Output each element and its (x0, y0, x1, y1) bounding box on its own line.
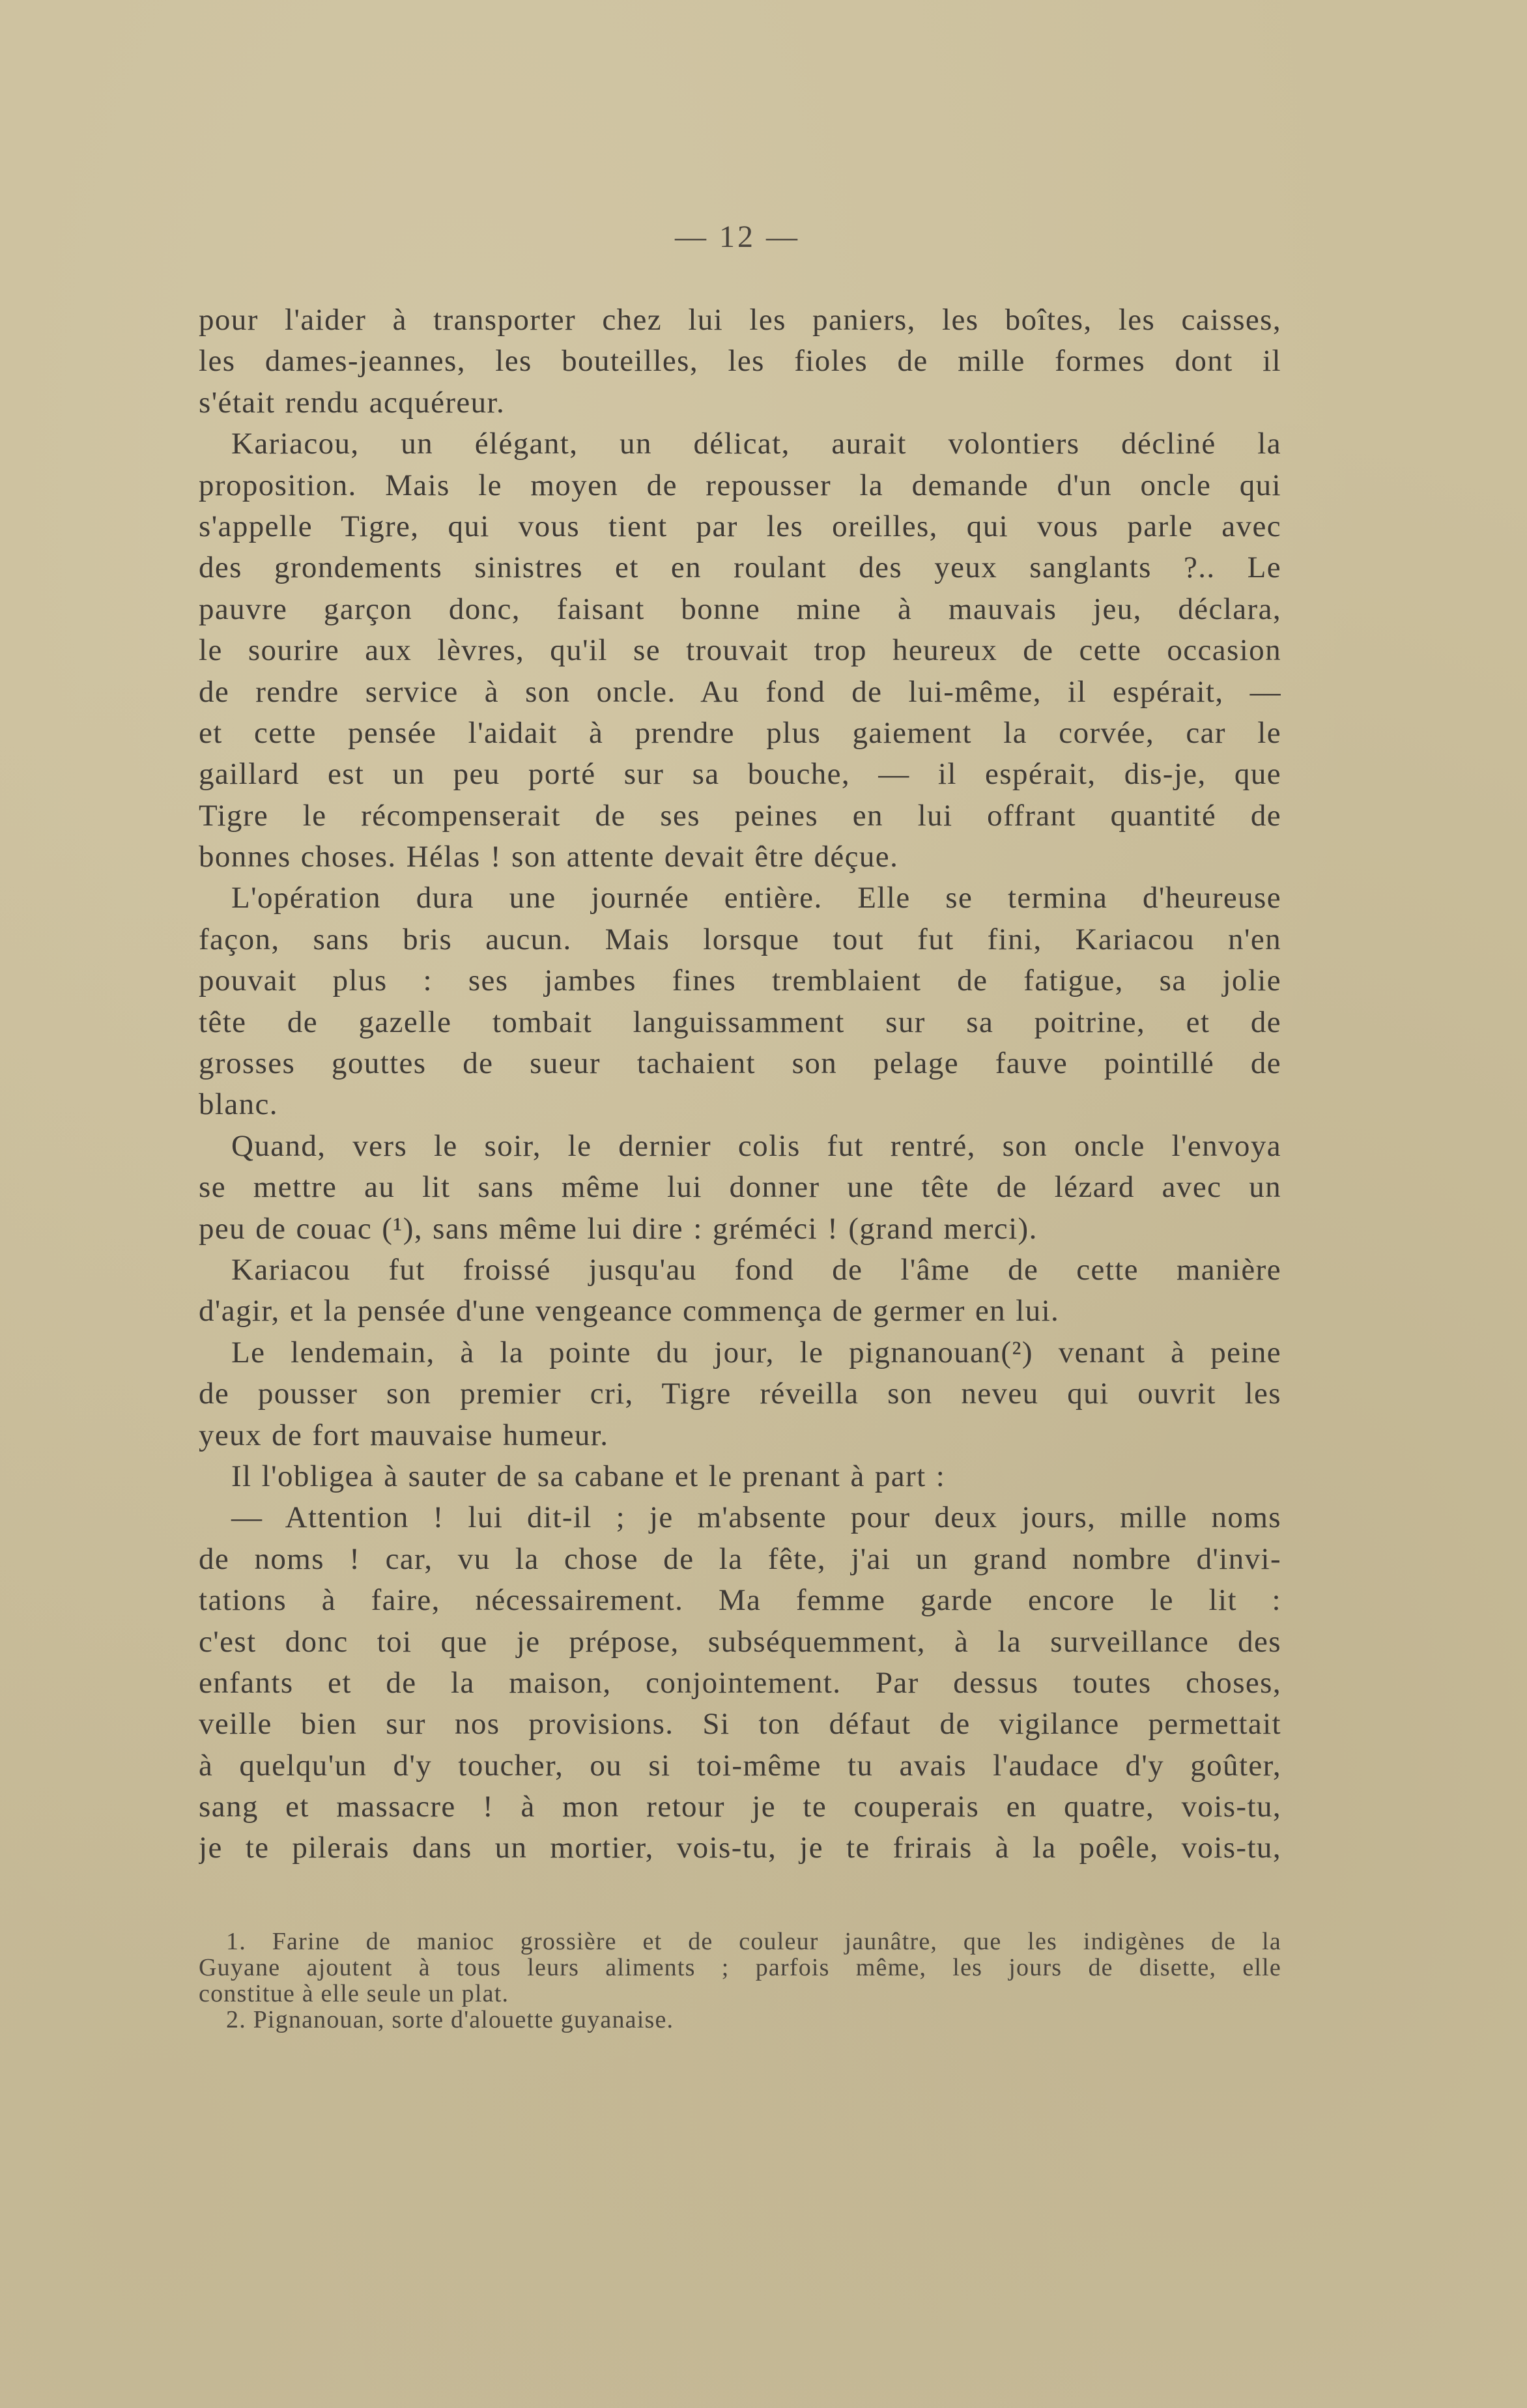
text-line: Il l'obligea à sauter de sa cabane et le prenant à part : (231, 1459, 946, 1493)
text-line: tations à faire, nécessairement. Ma femme garde encore le lit : (199, 1583, 1281, 1618)
text-line: c'est donc toi que je prépose, subséquemment, à la surveillance des (199, 1624, 1281, 1659)
text-line: blanc. (199, 1087, 278, 1122)
footnote-line: constitue à elle seule un plat. (199, 1981, 509, 2007)
footnote-line: 2. Pignanouan, sorte d'alouette guyanaise. (226, 2007, 674, 2033)
text-line: L'opération dura une journée entière. Elle se termina d'heureuse (231, 881, 1281, 915)
text-line: Kariacou fut froissé jusqu'au fond de l'âme de cette manière (231, 1252, 1281, 1287)
text-line: à quelqu'un d'y toucher, ou si toi-même tu avais l'audace d'y goûter, (199, 1748, 1281, 1783)
text-line: Tigre le récompenserait de ses peines en lui offrant quantité de (199, 798, 1281, 833)
text-line: enfants et de la maison, conjointement. Par dessus toutes choses, (199, 1665, 1281, 1700)
footnotes (199, 1928, 1281, 2033)
text-line: tête de gazelle tombait languissamment sur sa poitrine, et de (199, 1005, 1281, 1039)
text-line: proposition. Mais le moyen de repousser la demande d'un oncle qui (199, 468, 1281, 502)
text-line: bonnes choses. Hélas ! son attente devait être déçue. (199, 840, 899, 874)
text-line: de noms ! car, vu la chose de la fête, j'ai un grand nombre d'invi- (199, 1541, 1281, 1576)
text-line: et cette pensée l'aidait à prendre plus gaiement la corvée, car le (199, 715, 1281, 750)
text-line: de pousser son premier cri, Tigre réveilla son neveu qui ouvrit les (199, 1377, 1281, 1411)
text-line: d'agir, et la pensée d'une vengeance commença de germer en lui. (199, 1294, 1060, 1328)
text-line: les dames-jeannes, les bouteilles, les fioles de mille formes dont il (199, 344, 1281, 379)
text-line: de rendre service à son oncle. Au fond de lui-même, il espérait, — (199, 674, 1281, 709)
footnote-line: Guyane ajoutent à tous leurs aliments ; parfois même, les jours de disette, elle (199, 1955, 1281, 1981)
text-line: pauvre garçon donc, faisant bonne mine à mauvais jeu, déclara, (199, 592, 1281, 626)
text-line: veille bien sur nos provisions. Si ton défaut de vigilance permettait (199, 1707, 1281, 1742)
text-line: grosses gouttes de sueur tachaient son pelage fauve pointillé de (199, 1046, 1281, 1081)
text-line: Le lendemain, à la pointe du jour, le pignanouan(²) venant à peine (231, 1335, 1281, 1369)
text-line: des grondements sinistres et en roulant des yeux sanglants ?.. Le (199, 551, 1281, 585)
text-line: peu de couac (¹), sans même lui dire : gréméci ! (grand merci). (199, 1211, 1038, 1246)
text-line: s'appelle Tigre, qui vous tient par les oreilles, qui vous parle avec (199, 509, 1281, 543)
text-line: se mettre au lit sans même lui donner une tête de lézard avec un (199, 1170, 1281, 1205)
footnote-line: 1. Farine de manioc grossière et de couleur jaunâtre, que les indigènes de la (226, 1928, 1281, 1955)
text-line: pour l'aider à transporter chez lui les paniers, les boîtes, les caisses, (199, 303, 1281, 337)
text-line: yeux de fort mauvaise humeur. (199, 1418, 609, 1452)
text-line: Kariacou, un élégant, un délicat, aurait volontiers décliné la (231, 427, 1281, 461)
text-line: gaillard est un peu porté sur sa bouche, — il espérait, dis-je, que (199, 757, 1281, 792)
body-text (199, 300, 1281, 1869)
text-line: façon, sans bris aucun. Mais lorsque tout fut fini, Kariacou n'en (199, 922, 1281, 956)
text-line: Quand, vers le soir, le dernier colis fut rentré, son oncle l'envoya (231, 1128, 1281, 1163)
text-line: pouvait plus : ses jambes fines tremblaient de fatigue, sa jolie (199, 964, 1281, 998)
text-line: je te pilerais dans un mortier, vois-tu, je te frirais à la poêle, vois-tu, (199, 1831, 1281, 1865)
text-line: sang et massacre ! à mon retour je te couperais en quatre, vois-tu, (199, 1790, 1281, 1824)
text-line: s'était rendu acquéreur. (199, 385, 506, 420)
text-line: — Attention ! lui dit-il ; je m'absente pour deux jours, mille noms (231, 1500, 1281, 1535)
text-line: le sourire aux lèvres, qu'il se trouvait trop heureux de cette occasion (199, 633, 1281, 668)
page-number: — 12 — (675, 220, 800, 254)
